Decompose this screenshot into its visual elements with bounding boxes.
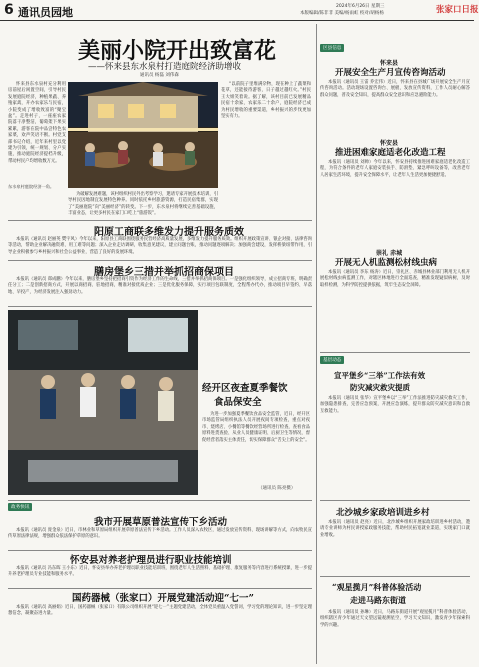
article-4-title-line1: 经开区夜查夏季餐饮 — [202, 383, 288, 394]
courtyard-photo-illustration — [68, 82, 218, 188]
article-4-caption: 为进一步加强夏季餐饮食品安全监管，近日，经开区市场监管局组织执法人员开展夜间专项检查，重点对夜市、烧烤店、小餐馆等餐饮经营场所进行检查，查看食品原料进货查验、从业人员健康证明、后厨卫生等情况，督促经营者落实主体责任，切实保障群众“舌尖上的安全”。 — [202, 412, 310, 443]
section-name: 通讯员园地 — [18, 6, 73, 19]
lead-text-col1: 怀来县东水泉村充分利用房前屋后闲置空间，引导村民发展庭院经济，种植果蔬、养殖家禽，开办农家乐与民宿，小院变成了增收致富的“聚宝盆”。走进村子，一座座农家院落干净整洁，葡萄架下果实累累，游客在院中品尝特色农家菜，欢声笑语不断。村党支部书记介绍，近年来村里以党建为引领，统一规划、分户实施，推动庭院经济提档升级，带动村民户均增收数万元。 — [8, 82, 66, 164]
article-5-title: 我市开展草原普法宣传下乡活动 — [94, 517, 228, 528]
right-a2-title: 推进困难家庭适老化改造工程 — [335, 148, 446, 158]
right-a5-text: 本报讯（通讯员 赵亮）近日，北沙城乡组织开展家政培训进乡村活动，邀请专业讲师为村民讲授家政服务技能，帮助村民拓宽就业渠道，实现家门口就业增收。 — [320, 520, 470, 538]
right-a4-text: 本报讯（通讯员 张华）宣平堡乡以“三举”工作法推进防灾减灾救灾工作，加强隐患排查，完善应急预案，开展应急演练，提升群众防灾减灾意识和自救互救能力。 — [320, 396, 470, 414]
right-a3-county: 崇礼 赤城 — [376, 250, 403, 257]
right-a1-county: 怀来县 — [380, 60, 399, 67]
divider-right-1 — [320, 352, 470, 353]
lead-title: 美丽小院开出致富花 — [78, 38, 277, 64]
right-a3-text: 本报讯（通讯员 李东 杨涛）近日，崇礼区、赤城县林业部门利用无人机开展松材线虫病监测工作，对辖区林地进行全面巡查，精准发现疑似病树，及时取样检测，为科学防控提供依据，筑牢生态安全屏障。 — [320, 270, 470, 288]
lead-byline: 通讯员 杨磊 刘伟森 — [140, 73, 179, 78]
right-a4-title-line2: 防灾减灾救灾提质 — [350, 383, 410, 392]
lead-subtitle: ——怀来县东水泉村打造庭院经济助增收 — [88, 62, 242, 72]
date-line: 2024年6月26日 星期三 — [336, 4, 385, 9]
right-a2-county: 怀安县 — [380, 140, 399, 147]
article-7-title: 国药器械（张家口）开展党建活动迎“七一” — [72, 593, 254, 604]
right-a4-title-line1: 宣平堡乡“三举”工作法有效 — [334, 371, 426, 380]
section-tag-news: 政务快讯 — [8, 503, 32, 511]
right-a3-title: 开展无人机监测松材线虫病 — [335, 258, 438, 268]
lead-photo-caption: 东水泉村庭院经济一角。 — [8, 184, 55, 189]
section-tag-county: 区县信息 — [320, 44, 344, 52]
right-a5-title: 北沙城乡家政培训进乡村 — [336, 508, 430, 518]
divider-a5 — [8, 550, 312, 551]
article-5-text: 本报讯（通讯员 庞金泉）近日，市林业和草原局组织开展草原普法宣传下乡活动。工作人员深入农牧区，通过发放宣传资料、现场讲解等方式，向农牧民宣传草原法律法规，增强群众依法保护草原的意识。 — [8, 528, 312, 540]
masthead-logo: 张家口日报 — [436, 5, 479, 15]
article-2-text: 本报讯（通讯员 赵丽英 樊宇风）今年以来，阳原县工商联围绕服务民营经济高质量发展，多维发力提升服务质效。组织开展政策宣讲、银企对接、法律咨询等活动，帮助企业解决融资难、用工难等问题；深入企业走访调研，收集意见建议，建立问题台账，推动问题逐项解决；加强商会建设，发挥桥梁纽带作用，引导企业积极参与乡村振兴和社会公益事业，营造了良好的发展环境。 — [8, 237, 312, 255]
lead-text-col2: 为破解发展难题，该村组织村民外出考察学习，邀请专家开展技术培训，引导村民因地制宜发展特色种养。同时依托乡村旅游资源，打造民宿集群，实现了“美丽庭院”向“美丽经济”的转变。下一步，东水泉村将继续完善基础设施，丰富业态，让更多村民在家门口吃上“旅游饭”。 — [68, 192, 218, 217]
right-a6-title-line1: “观星揽月”科普体验活动 — [332, 582, 422, 592]
column-divider — [316, 24, 317, 664]
inspection-photo-illustration — [8, 310, 198, 495]
right-a1-text: 本报讯（通讯员 王雷 乔宏伟）近日，怀来县在县城广场开展安全生产月宣传咨询活动。活动现场设置咨询台、展板，发放宣传资料，工作人员耐心解答群众问题，普及安全知识，提高群众安全意识和应急避险能力。 — [320, 80, 470, 98]
lead-text-col3: “以前院子里堆满杂物，现在种上了蔬菜和花草，还能接待游客，日子越过越红火。”村民王大姐笑着说。据了解，该村目前已发展精品民宿十余家，农家乐二十余户，庭院经济已成为村民增收的重要渠道，乡村振兴的步伐更加坚实有力。 — [221, 82, 311, 120]
divider-a2 — [8, 260, 312, 261]
page-number: 6 — [4, 2, 14, 18]
right-a6-title-line2: 走进马路东街道 — [350, 595, 406, 605]
header-rule — [0, 20, 474, 21]
divider-a6 — [8, 588, 312, 589]
article-6-title: 怀安县对养老护理员进行职业技能培训 — [70, 555, 232, 566]
article-7-text: 本报讯（通讯员 高丽娟）近日，国药器械（张家口）有限公司组织开展“迎七一”主题党建活动，全体党员重温入党誓词，学习党的理论知识，进一步坚定理想信念，凝聚奋进力量。 — [8, 605, 312, 617]
divider-lead — [8, 220, 312, 221]
lead-photo — [68, 82, 218, 188]
section-tag-grassroots: 基层动态 — [320, 356, 344, 364]
divider-a3 — [8, 306, 312, 307]
divider-right-2 — [320, 500, 470, 501]
editor-line: 本版编辑/陈非非 美编/杨雨虹 校对/胡杨杨 — [300, 11, 384, 16]
page-header — [0, 0, 479, 22]
right-a2-text: 本报讯（通讯员 刘帅）今年以来，怀安县持续推进困难家庭适老化改造工程，为符合条件的老年人家庭安装扶手、防滑垫、紧急呼叫设备等，改善老年人居家生活环境，提升安全保障水平，让老年人生活更加便捷舒适。 — [320, 160, 470, 178]
article-2-title: 阳原工商联多维发力提升服务质效 — [94, 227, 244, 238]
article-4-byline: （通讯员 陈亮摄） — [258, 486, 296, 491]
divider-right-3 — [320, 576, 470, 577]
article-6-text: 本报讯（通讯员 冯东晖 王小东）近日，怀安县举办养老护理员职业技能培训班，围绕老年人生活照料、基础护理、康复服务等内容进行系统授课，进一步提升养老护理员专业技能和服务水平。 — [8, 566, 312, 578]
right-a6-text: 本报讯（通讯员 孙琳）近日，马路东街道开展“观星揽月”科普体验活动，组织辖区青少年通过天文望远镜观测星空，学习天文知识，激发青少年探索科学的兴趣。 — [320, 610, 470, 628]
article-4-photo — [8, 310, 198, 495]
right-a1-title: 开展安全生产月宣传咨询活动 — [335, 68, 446, 78]
article-3-text: 本报讯（通讯员 郑成鹏）今年以来，膳房堡乡坚持把招商引资作为经济工作的生命线，三措并举抓招商保项目。一是强化组织领导，成立招商专班，明确责任分工；二是创新招商方式，开展以商招商、驻地招商，精准对接优质企业；三是优化服务保障，实行项目包联制度，全程帮办代办，推动项目早签约、早落地、早投产，为经济发展注入强劲动力。 — [8, 277, 312, 295]
article-4-title-line2: 食品保安全 — [214, 397, 262, 408]
divider-a4 — [8, 500, 312, 501]
article-3-title: 膳房堡乡三措并举抓招商保项目 — [94, 267, 234, 278]
